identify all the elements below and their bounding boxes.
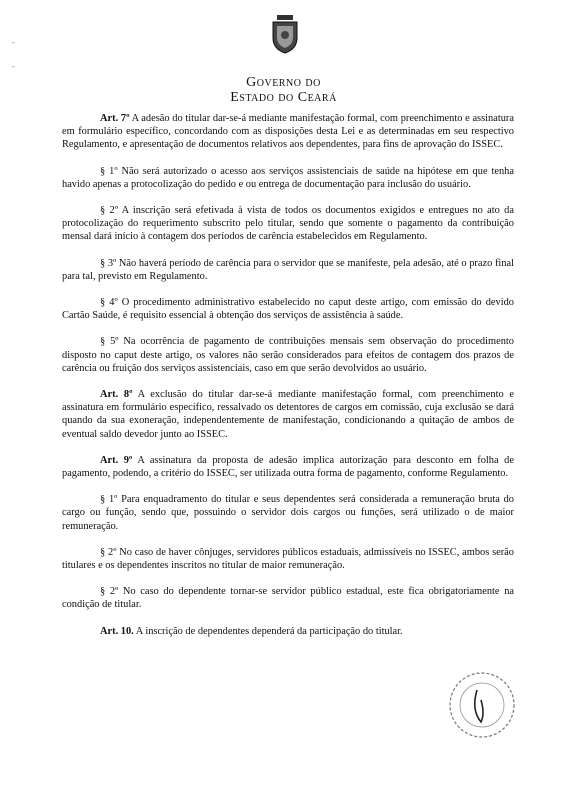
state-crest-icon — [270, 14, 300, 54]
paragraph: § 2º A inscrição será efetivada à vista de todos os documentos exigidos e entregues no ato da protocolização do requerimento subscrito pelo titular, sendo que somente o pagamento da contribuição mensal dará início à contagem dos períodos de carência estabelecidos em Regulamento. — [62, 205, 514, 243]
paragraph: § 3º Não haverá período de carência para o servidor que se manifeste, pela adesão, até o prazo final para tal, previsto em Regulamento. — [62, 257, 514, 282]
margin-mark: - — [12, 62, 15, 71]
paragraph: § 2º No caso do dependente tornar-se servidor público estadual, este fica obrigatoriamente na condição de titular. — [62, 586, 514, 611]
paragraph: Art. 8º A exclusão do titular dar-se-á mediante manifestação formal, com preenchimento e assinatura em formulário específico, ressalvado os detentores de cargos em comissão, cuja exclusão se dará quando da sua exoneração, independentemente de manifestação, condicionando a quitação de ambos de eventual saldo devedor junto ao ISSEC. — [62, 389, 514, 440]
paragraph: Art. 9º A assinatura da proposta de adesão implica autorização para desconto em folha de pagamento, podendo, a critério do ISSEC, ser utilizada outra forma de pagamento, conforme Regulamento. — [62, 454, 514, 480]
margin-mark: - — [12, 38, 15, 47]
paragraph: Art. 10. A inscrição de dependentes dependerá da participação do titular. — [100, 625, 403, 637]
paragraph: § 1º Não será autorizado o acesso aos serviços assistenciais de saúde na hipótese em que tenha havido apenas a protocolização do pedido e ou entrega de documentação para inclusão do usuário. — [62, 165, 514, 190]
paragraph: § 2º No caso de haver cônjuges, servidores públicos estaduais, admissíveis no ISSEC, ambos serão titulares e os dependentes inscritos no titular de maior remuneração. — [62, 546, 514, 572]
paragraph: Art. 7º A adesão do titular dar-se-á mediante manifestação formal, com preenchimento e assinatura em formulário específico, concordando com as disposições desta Lei e as determinadas em seu respectivo Regulamento, e apresentação de documentos relativos aos dependentes, para fins de aprovação do ISSEC. — [62, 113, 514, 151]
header-line-2: Estado do Ceará — [230, 90, 337, 105]
protocol-stamp-icon — [447, 670, 517, 740]
header-line-1: Governo do — [246, 75, 321, 90]
document-body — [62, 112, 514, 651]
paragraph: § 1º Para enquadramento do titular e seus dependentes será considerada a remuneração bruta do cargo ou função, sendo que, possuindo o servidor dois cargos ou funções, será utilizado o de maior remuneração. — [62, 494, 514, 532]
paragraph: § 4º O procedimento administrativo estabelecido no caput deste artigo, com emissão do devido Cartão Saúde, é requisito essencial à obtenção dos serviços de assistência à saúde. — [62, 297, 514, 322]
paragraph: § 5º Na ocorrência de pagamento de contribuições mensais sem observação do procedimento disposto no caput deste artigo, os valores não serão considerados para efeitos de contagem dos prazos de carência ou fruição dos serviços assistenciais, caso em que serão devolvidos ao usuário. — [62, 336, 514, 374]
